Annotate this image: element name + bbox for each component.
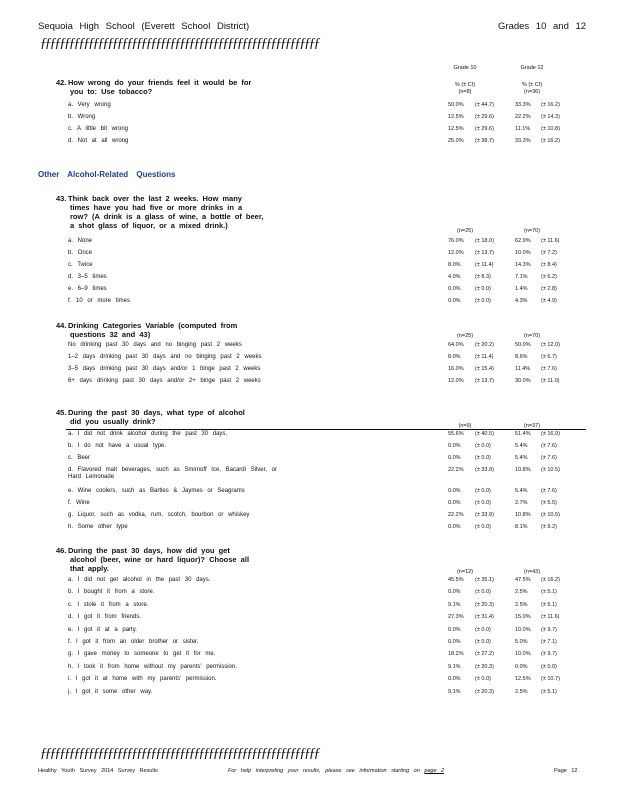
table-row: [68, 466, 588, 480]
grade12-ci: (± 6.7): [541, 354, 557, 360]
grade10-ci: (± 0.0): [475, 298, 491, 304]
grade12-percent: 5.4%: [515, 455, 528, 461]
grade12-percent: 2.5%: [515, 589, 528, 596]
grade10-ci: (± 0.0): [475, 524, 491, 530]
grade12-ci: (± 9.2): [541, 524, 557, 530]
grade10-percent: 64.0%: [448, 342, 464, 348]
grade12-percent: 14.3%: [515, 262, 531, 268]
row-label: 6+ days drinking past 30 days and/or 2+ binge past 2 weeks: [68, 378, 261, 384]
table-row: [68, 499, 588, 510]
header-divider: ƒƒƒƒƒƒƒƒƒƒƒƒƒƒƒƒƒƒƒƒƒƒƒƒƒƒƒƒƒƒƒƒƒƒƒƒƒƒƒƒƒƒƒƒƒƒƒƒƒƒƒƒƒƒƒƒƒƒ: [40, 36, 319, 51]
table-row: [68, 297, 588, 308]
question-text-line2: times have you had five or more drinks in a: [70, 203, 243, 212]
grade10-ci: (± 44.7): [475, 102, 494, 108]
grade12-ci: (± 7.6): [541, 488, 557, 494]
grade10-ci: (± 27.2): [475, 651, 494, 658]
grade12-ci: (± 4.9): [541, 298, 557, 304]
grade10-ci: (± 0.0): [475, 488, 491, 494]
table-row: [68, 613, 588, 624]
table-row: [68, 588, 588, 599]
grade12-ci: (± 7.1): [541, 639, 557, 645]
grade12-ci: (± 5.1): [541, 589, 557, 596]
section-title: Other Alcohol-Related Questions: [38, 170, 176, 179]
row-label: h. I took it from home without my parents' permission.: [68, 663, 237, 670]
row-label: f. 10 or more times: [68, 298, 131, 304]
grade12-percent: 12.5%: [515, 676, 531, 683]
row-label: b. I bought it from a store.: [68, 589, 155, 596]
grade12-ci: (± 5.1): [541, 688, 557, 695]
grade12-percent: 10.0%: [515, 626, 531, 633]
grade12-ci: (± 0.0): [541, 663, 557, 670]
grade10-ci: (± 33.9): [475, 512, 494, 518]
grade12-percent: 33.3%: [515, 138, 531, 144]
table-row: [68, 430, 588, 441]
question-text-line1: How wrong do your friends feel it would be for: [68, 78, 252, 87]
table-row: [68, 285, 588, 296]
grade12-percent: 2.5%: [515, 688, 528, 695]
grade10-percent: 12.0%: [448, 378, 464, 384]
grade12-percent: 4.3%: [515, 298, 528, 304]
footer-survey-name: Healthy Youth Survey 2014 Survey Results: [38, 768, 158, 774]
grade12-ci: (± 14.3): [541, 114, 560, 120]
grade10-percent: 16.0%: [448, 366, 464, 372]
grade12-percent: 30.0%: [515, 378, 531, 384]
question-text-line2: you to: Use tobacco?: [70, 87, 153, 96]
grade10-percent: 22.2%: [448, 467, 464, 473]
grade12-ci: (± 8.4): [541, 262, 557, 268]
grade12-ci: (± 9.7): [541, 626, 557, 633]
grade12-percent: 5.4%: [515, 488, 528, 494]
grade10-percent: 0.0%: [448, 676, 461, 683]
table-row: [68, 261, 588, 272]
grade10-ci: (± 0.0): [475, 286, 491, 292]
sample-size-n12: (n=37): [523, 423, 541, 429]
grade10-percent: 0.0%: [448, 524, 461, 530]
grade10-percent: 0.0%: [448, 286, 461, 292]
row-label: e. I got it at a party.: [68, 626, 137, 633]
question-text-line2: alcohol (beer, wine or hard liquor)? Choose all: [70, 555, 250, 564]
grade10-percent: 12.0%: [448, 250, 464, 256]
grade10-percent: 0.0%: [448, 500, 461, 506]
sample-size-n10: (n=12): [456, 569, 474, 575]
question-text-line3: row? (A drink is a glass of wine, a bottle of beer,: [70, 212, 264, 221]
grade10-pct-ci: % (± CI): [454, 82, 476, 88]
grade10-percent: 9.1%: [448, 601, 461, 608]
grade10-ci: (± 0.0): [475, 500, 491, 506]
grade10-percent: 0.0%: [448, 455, 461, 461]
grade10-percent: 50.0%: [448, 102, 464, 108]
row-label: e. Wine coolers, such as Bartles & Jaymes or Seagrams: [68, 488, 245, 494]
row-label: 3–5 days drinking past 30 days and/or 1 binge past 2 weeks: [68, 366, 261, 372]
table-row: [68, 365, 588, 376]
grade12-ci: (± 10.7): [541, 676, 560, 683]
grade10-ci: (± 20.3): [475, 663, 494, 670]
table-row: [68, 113, 588, 124]
grade10-percent: 8.0%: [448, 354, 461, 360]
table-row: [68, 125, 588, 136]
row-label: h. Some other type: [68, 524, 128, 530]
grade12-percent: 11.1%: [515, 126, 531, 132]
grade10-percent: 27.3%: [448, 614, 464, 621]
grade10-percent: 25.0%: [448, 138, 464, 144]
table-row: [68, 638, 588, 649]
grades-label: Grades 10 and 12: [498, 21, 587, 32]
grade10-ci: (± 20.3): [475, 688, 494, 695]
grade12-ci: (± 7.6): [541, 366, 557, 372]
grade12-ci: (± 16.9): [541, 431, 560, 437]
row-label: g. Liquor, such as vodka, rum, scotch, bourbon or whiskey: [68, 512, 250, 518]
table-row: [68, 454, 588, 465]
table-row: [68, 511, 588, 522]
row-label: c. Twice: [68, 262, 93, 268]
grade12-ci: (± 7.6): [541, 443, 557, 449]
question-text-line1: Think back over the last 2 weeks. How many: [68, 194, 242, 203]
grade10-ci: (± 11.4): [475, 262, 494, 268]
row-label: a. I did not get alcohol in the past 30 days.: [68, 577, 211, 583]
grade10-ci: (± 0.0): [475, 639, 491, 645]
grade10-ci: (± 0.0): [475, 676, 491, 683]
grade10-ci: (± 18.0): [475, 238, 494, 244]
grade10-ci: (± 0.0): [475, 443, 491, 449]
grade10-ci: (± 8.3): [475, 274, 491, 280]
question-text-line2: did you usually drink?: [70, 417, 156, 426]
grade12-ci: (± 2.8): [541, 286, 557, 292]
table-row: [68, 273, 588, 284]
grade12-ci: (± 11.0): [541, 378, 560, 384]
question-number: 45.: [56, 408, 67, 417]
row-label: c. A little bit wrong: [68, 126, 129, 132]
sample-size-n10: (n=25): [456, 333, 474, 339]
row-label: a. Very wrong: [68, 102, 111, 108]
question-number: 43.: [56, 194, 67, 203]
grade12-percent: 10.0%: [515, 651, 531, 658]
grade12-percent: 11.4%: [515, 366, 531, 372]
row-label: a. I did not drink alcohol during the past 30 days.: [68, 431, 228, 437]
footer-page-link[interactable]: page 2: [424, 768, 445, 774]
grade10-ci: (± 0.0): [475, 626, 491, 633]
grade12-percent: 10.0%: [515, 250, 531, 256]
grade12-percent: 22.2%: [515, 114, 531, 120]
grade12-ci: (± 7.2): [541, 250, 557, 256]
row-label: e. 6–9 times: [68, 286, 107, 292]
grade12-percent: 8.1%: [515, 524, 528, 530]
row-label: a. None: [68, 238, 93, 244]
grade10-ci: (± 20.2): [475, 342, 494, 348]
question-46: [56, 546, 276, 573]
grade10-ci: (± 20.3): [475, 601, 494, 608]
grade12-percent: 47.5%: [515, 577, 531, 583]
table-row: [68, 601, 588, 612]
grade10-ci: (± 11.4): [475, 354, 494, 360]
table-row: [68, 675, 588, 686]
grade12-ci: (± 7.6): [541, 455, 557, 461]
sample-size-n10: (n=9): [458, 423, 472, 429]
grade12-ci: (± 10.8): [541, 126, 560, 132]
grade12-ci: (± 16.2): [541, 577, 560, 583]
grade12-percent: 7.1%: [515, 274, 528, 280]
grade12-pct-ci: % (± CI): [521, 82, 543, 88]
row-label: c. Beer: [68, 455, 91, 461]
grade12-ci: (± 16.2): [541, 102, 560, 108]
sample-size-n12: (n=70): [523, 228, 541, 234]
table-row: [68, 137, 588, 148]
grade10-ci: (± 33.9): [475, 467, 494, 473]
grade12-percent: 2.5%: [515, 601, 528, 608]
grade10-ci: (± 0.0): [475, 455, 491, 461]
school-name: Sequoia High School (Everett School District): [38, 21, 250, 32]
grade12-ci: (± 10.5): [541, 512, 560, 518]
sample-size-n12: (n=43): [523, 569, 541, 575]
grade12-ci: (± 11.6): [541, 238, 560, 244]
grade10-percent: 0.0%: [448, 443, 461, 449]
table-row: [68, 688, 588, 699]
grade12-percent: 51.4%: [515, 431, 531, 437]
grade10-ci: (± 40.5): [475, 431, 494, 437]
grade12-percent: 15.0%: [515, 614, 531, 621]
footer-page-number: Page 12: [554, 768, 578, 774]
grade10-percent: 22.2%: [448, 512, 464, 518]
table-row: [68, 377, 588, 388]
row-label: b. Once: [68, 250, 93, 256]
footer-help-sentence: For help interpreting your results, please see information starting on: [228, 768, 420, 774]
table-row: [68, 249, 588, 260]
grade10-percent: 0.0%: [448, 488, 461, 494]
grade12-percent: 8.6%: [515, 354, 528, 360]
q42-n-grade12: (n=36): [523, 89, 541, 95]
sample-size-n10: (n=25): [456, 228, 474, 234]
grade10-percent: 12.5%: [448, 126, 464, 132]
grade12-percent: 10.8%: [515, 512, 531, 518]
question-text-line1: During the past 30 days, what type of alcohol: [68, 408, 245, 417]
grade12-percent: 1.4%: [515, 286, 528, 292]
grade10-percent: 0.0%: [448, 626, 461, 633]
grade12-percent: 33.3%: [515, 102, 531, 108]
question-number: 44.: [56, 321, 67, 330]
grade10-percent: 76.0%: [448, 238, 464, 244]
grade12-ci: (± 16.2): [541, 138, 560, 144]
grade10-header: Grade 10: [453, 65, 477, 71]
grade12-percent: 2.7%: [515, 500, 528, 506]
table-row: [68, 341, 588, 352]
grade10-ci: (± 15.4): [475, 366, 494, 372]
row-label: i. I got it at home with my parents' permission.: [68, 676, 217, 683]
table-row: [68, 353, 588, 364]
row-label: c. I stole it from a store.: [68, 601, 149, 608]
grade10-percent: 0.0%: [448, 639, 461, 645]
row-label: f. I got it from an older brother or sister.: [68, 639, 199, 645]
grade10-ci: (± 31.4): [475, 614, 494, 621]
question-42: [56, 78, 276, 96]
grade10-ci: (± 13.7): [475, 250, 494, 256]
question-number: 42.: [56, 78, 67, 87]
grade10-ci: (± 35.1): [475, 577, 494, 583]
grade10-percent: 45.5%: [448, 577, 464, 583]
footer-help-text: [228, 768, 444, 774]
row-label: 1–2 days drinking past 30 days and no binging past 2 weeks: [68, 354, 262, 360]
row-label: g. I gave money to someone to get it for me.: [68, 651, 216, 658]
grade10-percent: 0.0%: [448, 589, 461, 596]
grade10-percent: 18.2%: [448, 651, 464, 658]
row-label: b. Wrong: [68, 114, 96, 120]
grade12-percent: 10.8%: [515, 467, 531, 473]
row-label: d. 3–5 times: [68, 274, 107, 280]
grade10-percent: 4.0%: [448, 274, 461, 280]
grade10-percent: 0.0%: [448, 298, 461, 304]
grade10-ci: (± 0.0): [475, 589, 491, 596]
question-44: [56, 321, 276, 339]
grade10-ci: (± 29.6): [475, 126, 494, 132]
grade12-ci: (± 9.7): [541, 651, 557, 658]
grade12-percent: 50.0%: [515, 342, 531, 348]
table-row: [68, 487, 588, 498]
table-row: [68, 442, 588, 453]
grade10-ci: (± 13.7): [475, 378, 494, 384]
question-number: 46.: [56, 546, 67, 555]
table-row: [68, 237, 588, 248]
row-label: No drinking past 30 days and no binging past 2 weeks: [68, 342, 242, 348]
row-label: j. I got it some other way.: [68, 688, 153, 695]
row-label: d. Not at all wrong: [68, 138, 129, 144]
grade10-percent: 9.1%: [448, 663, 461, 670]
grade12-ci: (± 5.5): [541, 500, 557, 506]
grade12-percent: 5.0%: [515, 639, 528, 645]
table-row: [68, 101, 588, 112]
row-label: f. Wine: [68, 500, 90, 506]
table-row: [68, 576, 588, 587]
grade10-percent: 55.6%: [448, 431, 464, 437]
question-text-line2: questions 32 and 43): [70, 330, 151, 339]
grade12-ci: (± 6.2): [541, 274, 557, 280]
grade10-percent: 12.5%: [448, 114, 464, 120]
question-text-line4: a shot glass of liquor, or a mixed drink.): [70, 221, 228, 230]
grade12-ci: (± 11.6): [541, 614, 560, 621]
q42-n-grade10: (n=8): [458, 89, 472, 95]
sample-size-n12: (n=70): [523, 333, 541, 339]
grade10-ci: (± 38.7): [475, 138, 494, 144]
table-row: [68, 626, 588, 637]
row-label: d. I got it from friends.: [68, 614, 142, 621]
question-text-line1: During the past 30 days, how did you get: [68, 546, 230, 555]
question-text-line3: that apply.: [70, 564, 109, 573]
table-row: [68, 650, 588, 661]
row-label: b. I do not have a usual type.: [68, 443, 167, 449]
grade12-ci: (± 12.0): [541, 342, 560, 348]
table-row: [68, 523, 588, 534]
footer-divider: ƒƒƒƒƒƒƒƒƒƒƒƒƒƒƒƒƒƒƒƒƒƒƒƒƒƒƒƒƒƒƒƒƒƒƒƒƒƒƒƒƒƒƒƒƒƒƒƒƒƒƒƒƒƒƒƒƒƒ: [40, 746, 319, 761]
grade12-header: Grade 12: [520, 65, 544, 71]
grade12-percent: 62.9%: [515, 238, 531, 244]
table-row: [68, 663, 588, 674]
grade12-percent: 5.4%: [515, 443, 528, 449]
grade10-percent: 8.0%: [448, 262, 461, 268]
question-text-line1: Drinking Categories Variable (computed from: [68, 321, 238, 330]
question-45: [56, 408, 276, 426]
grade12-ci: (± 5.1): [541, 601, 557, 608]
row-label: d. Flavored malt beverages, such as Smirnoff Ice, Bacardi Silver, or Hard Lemonade: [68, 467, 277, 480]
grade12-ci: (± 10.5): [541, 467, 560, 473]
question-43: [56, 194, 276, 230]
grade12-percent: 0.0%: [515, 663, 528, 670]
grade10-percent: 9.1%: [448, 688, 461, 695]
grade10-ci: (± 29.6): [475, 114, 494, 120]
